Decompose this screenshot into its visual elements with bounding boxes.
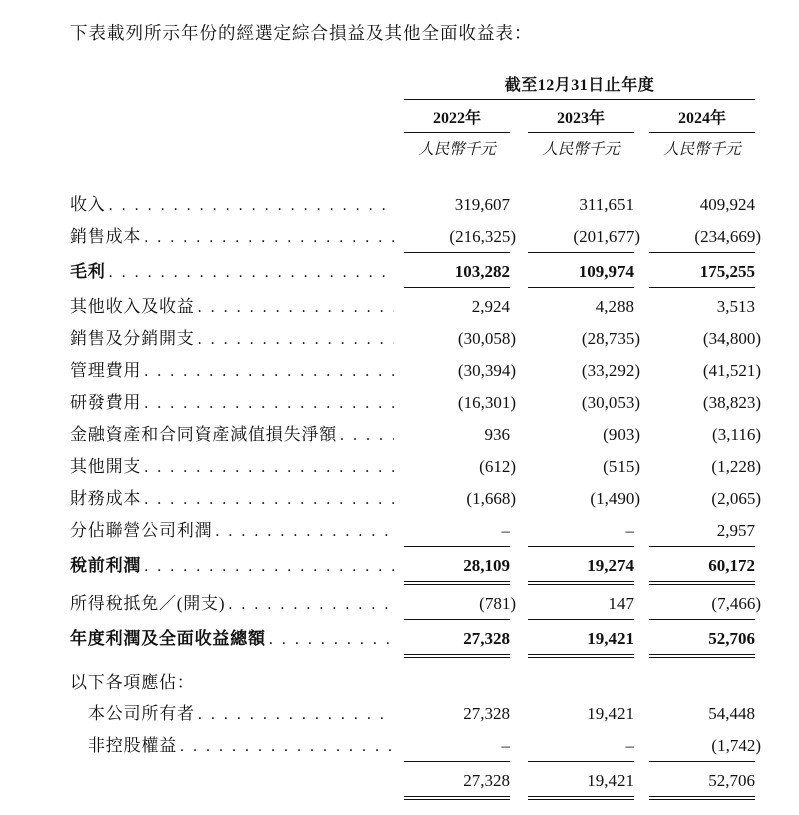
leader-dots bbox=[144, 456, 394, 478]
row-label: 銷售成本 bbox=[70, 227, 142, 246]
row-label: 其他開支 bbox=[70, 457, 142, 476]
value-text: (28,735) bbox=[581, 329, 640, 348]
value-text: (7,466) bbox=[711, 594, 761, 613]
value-text: (33,292) bbox=[581, 361, 640, 380]
unit-label-2024: 人民幣千元 bbox=[663, 141, 741, 158]
table-row bbox=[70, 588, 761, 620]
row-label-cell bbox=[70, 550, 404, 582]
value-cell bbox=[649, 256, 755, 288]
table-row bbox=[70, 550, 755, 585]
value-text: (30,394) bbox=[457, 361, 516, 380]
table-row bbox=[70, 256, 755, 288]
value-cell bbox=[404, 698, 510, 729]
leader-dots bbox=[215, 520, 394, 542]
value-text: 311,651 bbox=[579, 195, 634, 214]
table-row bbox=[70, 323, 761, 355]
value-cell bbox=[404, 355, 516, 386]
value-text: (38,823) bbox=[702, 393, 761, 412]
value-cell bbox=[528, 451, 640, 482]
value-cell bbox=[649, 355, 761, 386]
value-cell bbox=[404, 623, 510, 658]
value-text: (1,742) bbox=[711, 736, 761, 755]
value-text: – bbox=[501, 521, 510, 540]
table-row bbox=[70, 189, 755, 221]
value-cell bbox=[528, 698, 634, 729]
value-cell bbox=[404, 451, 516, 482]
row-label-cell bbox=[70, 355, 404, 387]
value-text: – bbox=[625, 521, 634, 540]
value-text: (16,301) bbox=[457, 393, 516, 412]
row-label: 金融資產和合同資產減值損失淨額 bbox=[70, 425, 337, 444]
row-label-cell bbox=[70, 588, 404, 620]
leader-dots bbox=[180, 735, 394, 757]
value-text: (30,058) bbox=[457, 329, 516, 348]
table-row bbox=[70, 221, 761, 253]
value-text: (1,490) bbox=[590, 489, 640, 508]
value-cell bbox=[528, 419, 640, 450]
period-header-row bbox=[70, 76, 755, 100]
table-row bbox=[70, 291, 755, 323]
leader-dots bbox=[144, 360, 394, 382]
value-cell bbox=[528, 623, 634, 658]
value-text: 4,288 bbox=[595, 297, 634, 316]
value-text: 409,924 bbox=[699, 195, 755, 214]
value-text: (3,116) bbox=[712, 425, 761, 444]
value-cell bbox=[649, 451, 761, 482]
value-text: (41,521) bbox=[702, 361, 761, 380]
row-label: 銷售及分銷開支 bbox=[70, 329, 195, 348]
row-label: 研發費用 bbox=[70, 393, 142, 412]
value-text: (216,325) bbox=[449, 227, 516, 246]
value-cell bbox=[528, 588, 634, 620]
leader-dots bbox=[109, 261, 394, 283]
unit-label-2022: 人民幣千元 bbox=[418, 141, 496, 158]
value-text: 27,328 bbox=[463, 704, 510, 723]
value-cell bbox=[649, 550, 755, 585]
table-body bbox=[70, 189, 761, 800]
value-text: 936 bbox=[484, 425, 510, 444]
value-text: (781) bbox=[479, 594, 516, 613]
value-cell bbox=[528, 189, 634, 220]
table-row bbox=[70, 623, 755, 658]
value-cell bbox=[649, 189, 755, 220]
row-label: 本公司所有者 bbox=[88, 704, 195, 723]
value-text: 19,274 bbox=[587, 556, 634, 575]
value-cell bbox=[404, 256, 510, 288]
value-text: 27,328 bbox=[463, 771, 510, 790]
value-text: – bbox=[625, 736, 634, 755]
row-label-cell bbox=[70, 667, 404, 698]
value-text: 319,607 bbox=[454, 195, 510, 214]
unit-header-row bbox=[70, 140, 755, 159]
value-text: (201,677) bbox=[573, 227, 640, 246]
value-cell bbox=[528, 765, 634, 800]
value-text: 27,328 bbox=[463, 629, 510, 648]
leader-dots bbox=[144, 555, 394, 577]
row-label: 收入 bbox=[70, 195, 106, 214]
table-row bbox=[70, 419, 761, 451]
value-text: 3,513 bbox=[716, 297, 755, 316]
year-column-2023: 2023年 bbox=[528, 109, 634, 133]
value-cell bbox=[404, 765, 510, 800]
row-label-cell bbox=[70, 781, 404, 791]
value-cell bbox=[528, 355, 640, 386]
row-label-cell bbox=[70, 256, 404, 288]
value-text: 109,974 bbox=[578, 262, 634, 281]
value-text: (34,800) bbox=[702, 329, 761, 348]
row-label: 管理費用 bbox=[70, 361, 142, 380]
row-label: 其他收入及收益 bbox=[70, 297, 195, 316]
value-cell bbox=[404, 678, 510, 688]
leader-dots bbox=[228, 593, 394, 615]
row-label: 財務成本 bbox=[70, 489, 142, 508]
table-row bbox=[70, 387, 761, 419]
row-label: 年度利潤及全面收益總額 bbox=[70, 629, 266, 648]
value-cell bbox=[649, 387, 761, 418]
row-label: 毛利 bbox=[70, 262, 106, 281]
table-row bbox=[70, 355, 761, 387]
row-label-cell bbox=[70, 189, 404, 221]
unit-label-2023: 人民幣千元 bbox=[542, 141, 620, 158]
value-cell bbox=[404, 323, 516, 354]
value-text: 28,109 bbox=[463, 556, 510, 575]
value-text: (30,053) bbox=[581, 393, 640, 412]
table-row bbox=[70, 730, 761, 762]
table-row bbox=[70, 483, 761, 515]
row-label: 非控股權益 bbox=[88, 736, 177, 755]
value-cell bbox=[649, 730, 761, 762]
value-cell bbox=[528, 291, 634, 322]
value-text: (1,668) bbox=[466, 489, 516, 508]
table-row bbox=[70, 765, 755, 800]
row-label: 稅前利潤 bbox=[70, 556, 142, 575]
year-column-2024: 2024年 bbox=[649, 109, 755, 133]
value-cell bbox=[649, 419, 761, 450]
row-label-cell bbox=[70, 221, 404, 253]
value-cell bbox=[649, 588, 761, 620]
leader-dots bbox=[109, 194, 394, 216]
value-text: 52,706 bbox=[708, 629, 755, 648]
row-label-cell bbox=[70, 451, 404, 483]
value-text: (234,669) bbox=[694, 227, 761, 246]
value-cell bbox=[404, 730, 510, 762]
row-label-cell bbox=[70, 419, 404, 451]
row-label-cell bbox=[70, 387, 404, 419]
year-header-row bbox=[70, 109, 755, 133]
value-cell bbox=[404, 483, 516, 514]
value-text: 54,448 bbox=[708, 704, 755, 723]
value-text: 2,924 bbox=[471, 297, 510, 316]
value-cell bbox=[528, 483, 640, 514]
value-text: 60,172 bbox=[708, 556, 755, 575]
value-cell bbox=[528, 678, 634, 688]
row-label-cell bbox=[70, 515, 404, 547]
value-cell bbox=[404, 291, 510, 322]
value-text: (612) bbox=[479, 457, 516, 476]
value-cell bbox=[649, 698, 755, 729]
value-cell bbox=[649, 515, 755, 547]
leader-dots bbox=[269, 628, 394, 650]
value-cell bbox=[528, 550, 634, 585]
leader-dots bbox=[198, 328, 394, 350]
leader-dots bbox=[144, 488, 394, 510]
value-cell bbox=[649, 483, 761, 514]
row-label-cell bbox=[70, 730, 404, 762]
period-header: 截至12月31日止年度 bbox=[404, 76, 755, 100]
row-label-cell bbox=[70, 623, 404, 655]
value-cell bbox=[528, 387, 640, 418]
row-label-cell bbox=[70, 323, 404, 355]
value-cell bbox=[528, 730, 634, 762]
value-cell bbox=[528, 323, 640, 354]
row-label: 所得稅抵免／(開支) bbox=[70, 594, 226, 613]
value-cell bbox=[404, 515, 510, 547]
value-cell bbox=[649, 291, 755, 322]
value-cell bbox=[649, 765, 755, 800]
table-row bbox=[70, 451, 761, 483]
value-cell bbox=[528, 256, 634, 288]
income-statement-table bbox=[70, 76, 761, 800]
value-cell bbox=[528, 221, 640, 253]
value-text: 52,706 bbox=[708, 771, 755, 790]
value-cell bbox=[528, 515, 634, 547]
row-label-cell bbox=[70, 698, 404, 730]
table-row bbox=[70, 515, 755, 547]
value-text: 103,282 bbox=[454, 262, 510, 281]
leader-dots bbox=[198, 703, 394, 725]
value-text: 19,421 bbox=[587, 771, 634, 790]
year-column-2022: 2022年 bbox=[404, 109, 510, 133]
table-row bbox=[70, 667, 755, 698]
value-cell bbox=[404, 221, 516, 253]
value-text: – bbox=[501, 736, 510, 755]
value-cell bbox=[649, 221, 761, 253]
leader-dots bbox=[198, 296, 394, 318]
row-label-cell bbox=[70, 291, 404, 323]
value-text: (2,065) bbox=[711, 489, 761, 508]
leader-dots bbox=[144, 226, 394, 248]
value-cell bbox=[404, 419, 510, 450]
value-cell bbox=[404, 189, 510, 220]
leader-dots bbox=[144, 392, 394, 414]
value-cell bbox=[649, 678, 755, 688]
value-text: 147 bbox=[608, 594, 634, 613]
value-text: (515) bbox=[603, 457, 640, 476]
value-cell bbox=[649, 623, 755, 658]
value-text: (903) bbox=[603, 425, 640, 444]
table-row bbox=[70, 698, 755, 730]
value-text: 175,255 bbox=[699, 262, 755, 281]
row-label-cell bbox=[70, 483, 404, 515]
leader-dots bbox=[340, 424, 394, 446]
value-cell bbox=[404, 387, 516, 418]
value-text: 19,421 bbox=[587, 629, 634, 648]
value-cell bbox=[404, 588, 516, 620]
value-text: 19,421 bbox=[587, 704, 634, 723]
value-text: (1,228) bbox=[711, 457, 761, 476]
row-label: 以下各項應佔： bbox=[70, 673, 195, 692]
value-cell bbox=[404, 550, 510, 585]
intro-text: 下表載列所示年份的經選定綜合損益及其他全面收益表： bbox=[70, 23, 533, 43]
value-text: 2,957 bbox=[716, 521, 755, 540]
value-cell bbox=[649, 323, 761, 354]
row-label: 分佔聯營公司利潤 bbox=[70, 521, 213, 540]
